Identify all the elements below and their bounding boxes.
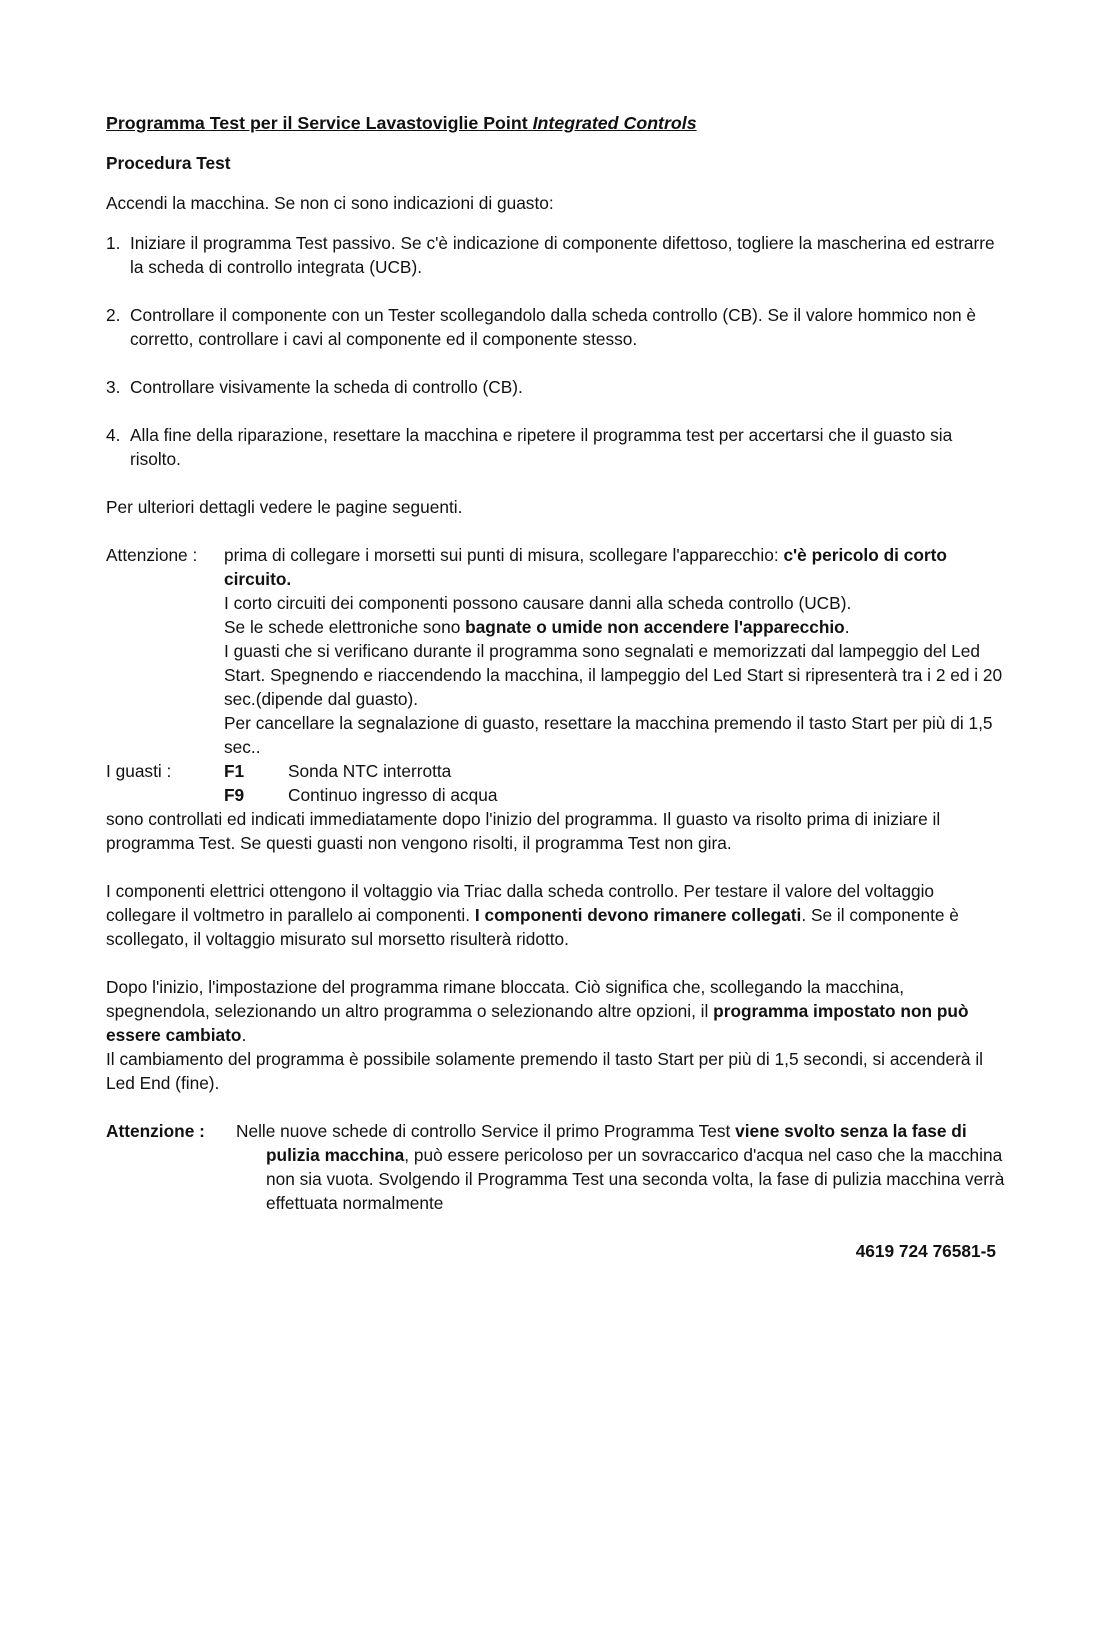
locked-paragraph <box>106 975 1006 1047</box>
fault-row <box>224 783 1006 807</box>
faults-label: I guasti : <box>106 761 172 781</box>
voltage-text: . Se il componente è scollegato, il voltaggio misurato sul morsetto risulterà ridotto. <box>106 905 959 949</box>
warning-line-4: I guasti che si verificano durante il programma sono segnalati e memorizzati dal lampeggio del Led Start. Spegnendo e riaccendendo la macchina, il lampeggio del Led Start si ripresenterà tra i 2 ed i 20 sec.(dipende dal guasto). <box>224 641 1003 709</box>
warning-block <box>106 543 1006 759</box>
step-text: Alla fine della riparazione, resettare la macchina e ripetere il programma test per accertarsi che il guasto sia risolto. <box>130 425 953 469</box>
warning-text: prima di collegare i morsetti sui punti di misura, scollegare l'apparecchio: <box>224 545 784 565</box>
warning-body-2 <box>236 1119 1006 1215</box>
warning-label: Attenzione : <box>106 545 198 565</box>
warning-label-2: Attenzione : <box>106 1121 205 1141</box>
faults-list <box>224 759 1006 807</box>
step-item <box>106 303 1006 351</box>
step-item <box>106 423 1006 471</box>
warning-line-5: Per cancellare la segnalazione di guasto, resettare la macchina premendo il tasto Start per più di 1,5 sec.. <box>224 713 993 757</box>
fault-code: F1 <box>224 761 245 781</box>
warning-line-3 <box>224 615 1006 639</box>
step-item <box>106 231 1006 279</box>
locked-bold: programma impostato non può essere cambiato <box>106 1001 969 1045</box>
step-number: 2. <box>106 305 121 325</box>
page-title <box>106 111 1006 135</box>
step-text: Iniziare il programma Test passivo. Se c'è indicazione di componente difettoso, togliere la mascherina ed estrarre la scheda di controllo integrata (UCB). <box>130 233 995 277</box>
voltage-bold: I componenti devono rimanere collegati <box>474 905 802 925</box>
warning-text: Nelle nuove schede di controllo Service il primo Programma Test <box>236 1121 736 1141</box>
fault-desc: Continuo ingresso di acqua <box>288 785 498 805</box>
warning-text: . <box>844 617 850 637</box>
section-heading: Procedura Test <box>106 153 231 173</box>
warning-text: , può essere pericoloso per un sovraccarico d'acqua nel caso che la macchina non sia vuota. Svolgendo il Programma Test una seconda volta, la fase di pulizia macchina verrà effettuata normalmente <box>266 1145 1005 1213</box>
warning-bold: viene svolto senza la fase di pulizia macchina <box>266 1121 967 1165</box>
step-text: Controllare il componente con un Tester scollegandolo dalla scheda controllo (CB). Se il valore hommico non è corretto, controllare i cavi al componente ed il componente stesso. <box>130 305 976 349</box>
program-change-text: Il cambiamento del programma è possibile solamente premendo il tasto Start per più di 1,5 secondi, si accenderà il Led End (fine). <box>106 1049 983 1093</box>
further-details-text: Per ulteriori dettagli vedere le pagine seguenti. <box>106 497 463 517</box>
warning-line-1 <box>224 543 1006 591</box>
voltage-paragraph <box>106 879 1006 951</box>
warning-bold: c'è pericolo di corto circuito. <box>224 545 947 589</box>
warning-body <box>224 543 1006 759</box>
step-item <box>106 375 1006 399</box>
title-main: Programma Test per il Service Lavastoviglie Point <box>106 113 528 133</box>
document-code: 4619 724 76581-5 <box>855 1241 996 1261</box>
voltage-text: I componenti elettrici ottengono il voltaggio via Triac dalla scheda controllo. Per testare il valore del voltaggio collegare il voltmetro in parallelo ai componenti. <box>106 881 935 925</box>
warning-line-2: I corto circuiti dei componenti possono causare danni alla scheda controllo (UCB). <box>224 593 852 613</box>
locked-text: Dopo l'inizio, l'impostazione del programma rimane bloccata. Ciò significa che, scollegando la macchina, spegnendola, selezionando un altro programma o selezionando altre opzioni, il <box>106 977 905 1021</box>
fault-row <box>224 759 1006 783</box>
steps-list <box>106 231 1006 471</box>
step-number: 3. <box>106 377 121 397</box>
document-body <box>106 111 1006 1263</box>
faults-explanation: sono controllati ed indicati immediatamente dopo l'inizio del programma. Il guasto va risolto prima di iniziare il programma Test. Se questi guasti non vengono risolti, il programma Test non gira. <box>106 809 941 853</box>
step-text: Controllare visivamente la scheda di controllo (CB). <box>130 377 523 397</box>
step-number: 1. <box>106 233 121 253</box>
faults-block <box>106 759 1006 807</box>
fault-code: F9 <box>224 785 245 805</box>
title-italic: Integrated Controls <box>532 113 697 133</box>
warning-block-2 <box>106 1119 1006 1215</box>
locked-text: . <box>241 1025 247 1045</box>
warning-bold: bagnate o umide non accendere l'apparecchio <box>465 617 845 637</box>
warning-text: Se le schede elettroniche sono <box>224 617 466 637</box>
step-number: 4. <box>106 425 121 445</box>
intro-text: Accendi la macchina. Se non ci sono indicazioni di guasto: <box>106 193 554 213</box>
fault-desc: Sonda NTC interrotta <box>288 761 452 781</box>
